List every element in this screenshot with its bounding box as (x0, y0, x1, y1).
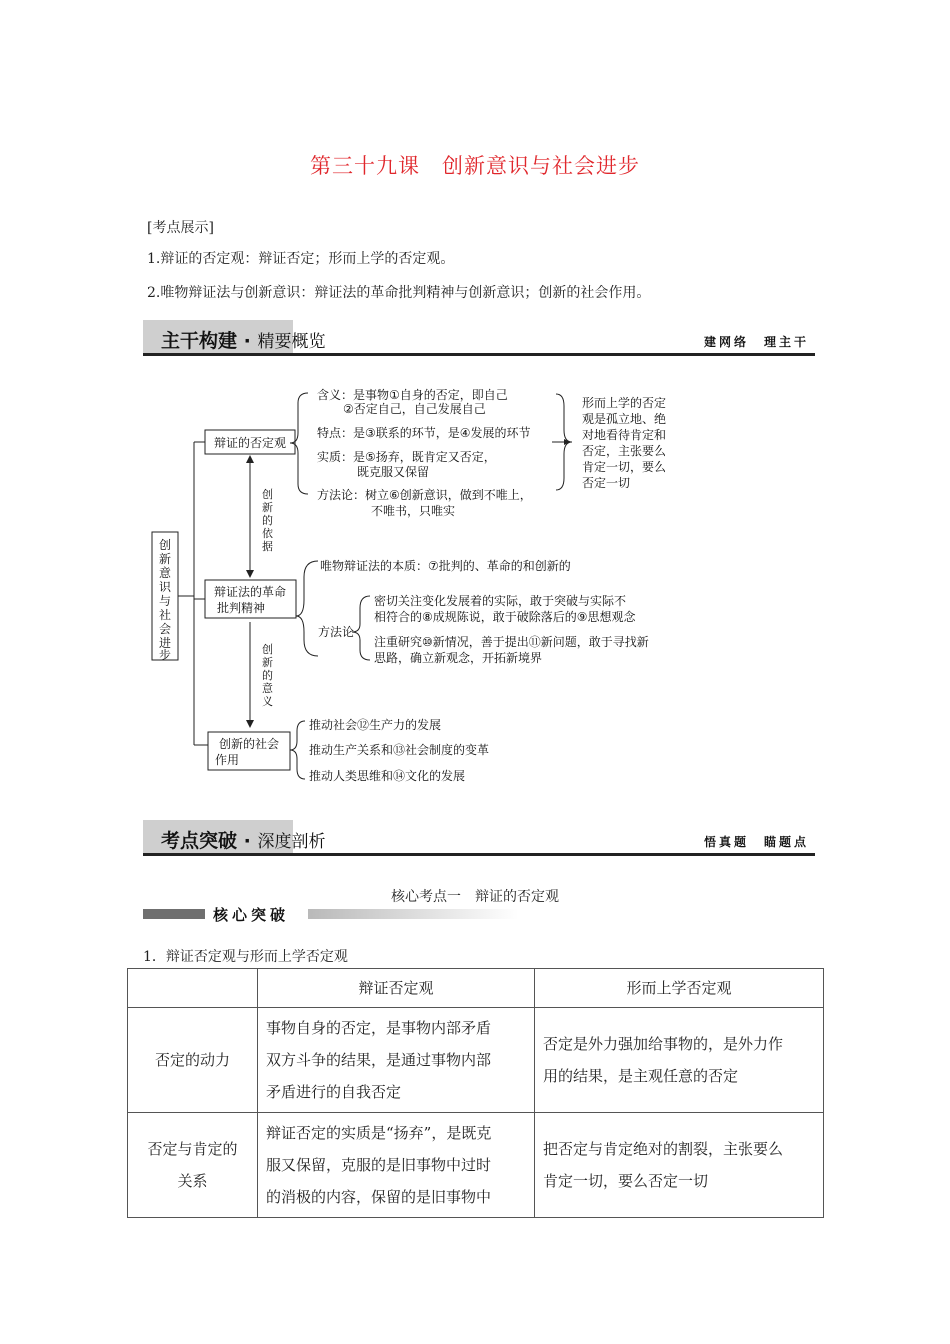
link-meaning-char-5: 义 (262, 695, 273, 708)
shizhi-line-1: 实质：是⑤扬弃，既肯定又否定， (317, 450, 496, 464)
shizhi-line-2: 既克服又保留 (357, 465, 430, 479)
table-cell (258, 1008, 535, 1113)
kaodian-item-1: 1.辩证的否定观：辩证否定；形而上学的否定观。 (147, 251, 455, 267)
node-revolutionary-critique-2: 批判精神 (216, 601, 266, 615)
comparison-table (127, 968, 824, 1218)
meta-line-6: 否定一切 (582, 476, 631, 490)
meta-line-5: 肯定一切，要么 (582, 460, 667, 474)
point2-line-1: 注重研究⑩新情况，善于提出⑪新问题，敢于寻找新 (374, 635, 649, 649)
banner-tagline: 悟真题 瞄题点 (703, 835, 809, 849)
link-basis-char-3: 的 (262, 514, 273, 527)
root-char-8: 进 (158, 636, 172, 650)
core-breakthrough-tag (143, 904, 523, 926)
table-cell (535, 1113, 824, 1218)
table-cell (258, 1113, 535, 1218)
node-social-role-1: 创新的社会 (218, 737, 280, 751)
core-tag-label: 核心突破 (213, 906, 290, 924)
banner-dot: · (243, 330, 251, 352)
table-header-cell: 形而上学否定观 (535, 969, 824, 1008)
fangfalun-label: 方法论 (318, 625, 355, 639)
root-char-4: 识 (158, 580, 172, 594)
cell-line: 的消极的内容，保留的是旧事物中 (266, 1188, 492, 1206)
cell-line: 矛盾进行的自我否定 (266, 1083, 402, 1101)
table-header-row (128, 969, 824, 1008)
table-header-cell (128, 969, 258, 1008)
cell-line: 服又保留，克服的是旧事物中过时 (266, 1156, 492, 1174)
link-meaning-char-2: 新 (262, 656, 273, 669)
kaodian-heading: [考点展示] (147, 220, 214, 236)
section-heading-1: 1．辩证否定观与形而上学否定观 (143, 949, 348, 965)
banner-dot: · (243, 830, 251, 852)
page-title: 第三十九课 创新意识与社会进步 (310, 154, 640, 178)
cell-line: 辩证否定的实质是“扬弃”，是既克 (266, 1124, 492, 1142)
core-point-heading: 核心考点一 辩证的否定观 (391, 889, 559, 905)
table-row (128, 1008, 824, 1113)
link-basis-char-1: 创 (262, 488, 273, 501)
root-char-6: 社 (158, 608, 172, 622)
fangfalun-line-1: 方法论：树立⑥创新意识，做到不唯上， (317, 488, 532, 502)
section-banner-analysis (143, 820, 815, 857)
cell-line: 双方斗争的结果，是通过事物内部 (266, 1051, 492, 1069)
benzhi-line: 唯物辩证法的本质：⑦批判的、革命的和创新的 (320, 559, 571, 573)
point1-line-1: 密切关注变化发展着的实际，敢于突破与实际不 (374, 594, 627, 608)
role-line-2: 推动生产关系和⑬社会制度的变革 (309, 743, 490, 757)
root-char-9: 步 (158, 648, 172, 662)
meta-line-4: 否定，主张要么 (582, 444, 667, 458)
table-row (128, 1113, 824, 1218)
link-basis-char-5: 据 (262, 540, 273, 553)
point2-line-2: 思路，确立新观念，开拓新境界 (374, 651, 543, 665)
node-dialectical-negation: 辩证的否定观 (213, 436, 287, 450)
cell-line: 把否定与肯定绝对的割裂，主张要么 (543, 1140, 784, 1158)
link-meaning-char-1: 创 (262, 643, 273, 656)
table-cell (535, 1008, 824, 1113)
cell-line: 否定是外力强加给事物的，是外力作 (543, 1035, 784, 1053)
meta-line-2: 观是孤立地、绝 (582, 412, 667, 426)
row-label (128, 1113, 258, 1218)
cell-line: 否定与肯定的 (147, 1140, 238, 1158)
link-meaning-char-4: 意 (262, 682, 273, 695)
kaodian-item-2: 2.唯物辩证法与创新意识：辩证法的革命批判精神与创新意识；创新的社会作用。 (147, 285, 651, 301)
root-char-3: 意 (158, 566, 172, 580)
root-char-5: 与 (158, 594, 172, 608)
link-basis-char-4: 依 (262, 527, 273, 540)
cell-line: 肯定一切，要么否定一切 (543, 1172, 709, 1190)
node-revolutionary-critique-1: 辩证法的革命 (213, 585, 287, 599)
root-char-2: 新 (158, 552, 172, 566)
fangfalun-line-2: 不唯书，只唯实 (371, 504, 456, 518)
hanyi-line-1: 含义：是事物①自身的否定，即自己 (317, 388, 508, 402)
hanyi-line-2: ②否定自己，自己发展自己 (343, 402, 486, 416)
meta-line-3: 对地看待肯定和 (582, 428, 667, 442)
banner-tagline: 建网络 理主干 (703, 335, 809, 349)
tedian-line: 特点：是③联系的环节，是④发展的环节 (317, 426, 531, 440)
point1-line-2: 相符合的⑧成规陈说，敢于破除落后的⑨思想观念 (374, 610, 636, 624)
cell-line: 事物自身的否定，是事物内部矛盾 (266, 1019, 492, 1037)
role-line-3: 推动人类思维和⑭文化的发展 (309, 769, 466, 783)
link-basis-char-2: 新 (262, 501, 273, 514)
cell-line: 用的结果，是主观任意的否定 (543, 1067, 739, 1085)
link-meaning-char-3: 的 (262, 669, 273, 682)
table-header-cell: 辩证否定观 (258, 969, 535, 1008)
row-label: 否定的动力 (128, 1008, 258, 1113)
banner-subtitle: 精要概览 (257, 332, 326, 352)
cell-line: 关系 (177, 1172, 208, 1190)
root-char-7: 会 (158, 622, 172, 636)
root-char-1: 创 (158, 538, 172, 552)
banner-title: 考点突破 (161, 830, 238, 852)
meta-line-1: 形而上学的否定 (582, 396, 667, 410)
role-line-1: 推动社会⑫生产力的发展 (309, 718, 442, 732)
banner-title: 主干构建 (161, 330, 238, 352)
banner-subtitle: 深度剖析 (257, 832, 326, 852)
node-social-role-2: 作用 (214, 753, 240, 767)
